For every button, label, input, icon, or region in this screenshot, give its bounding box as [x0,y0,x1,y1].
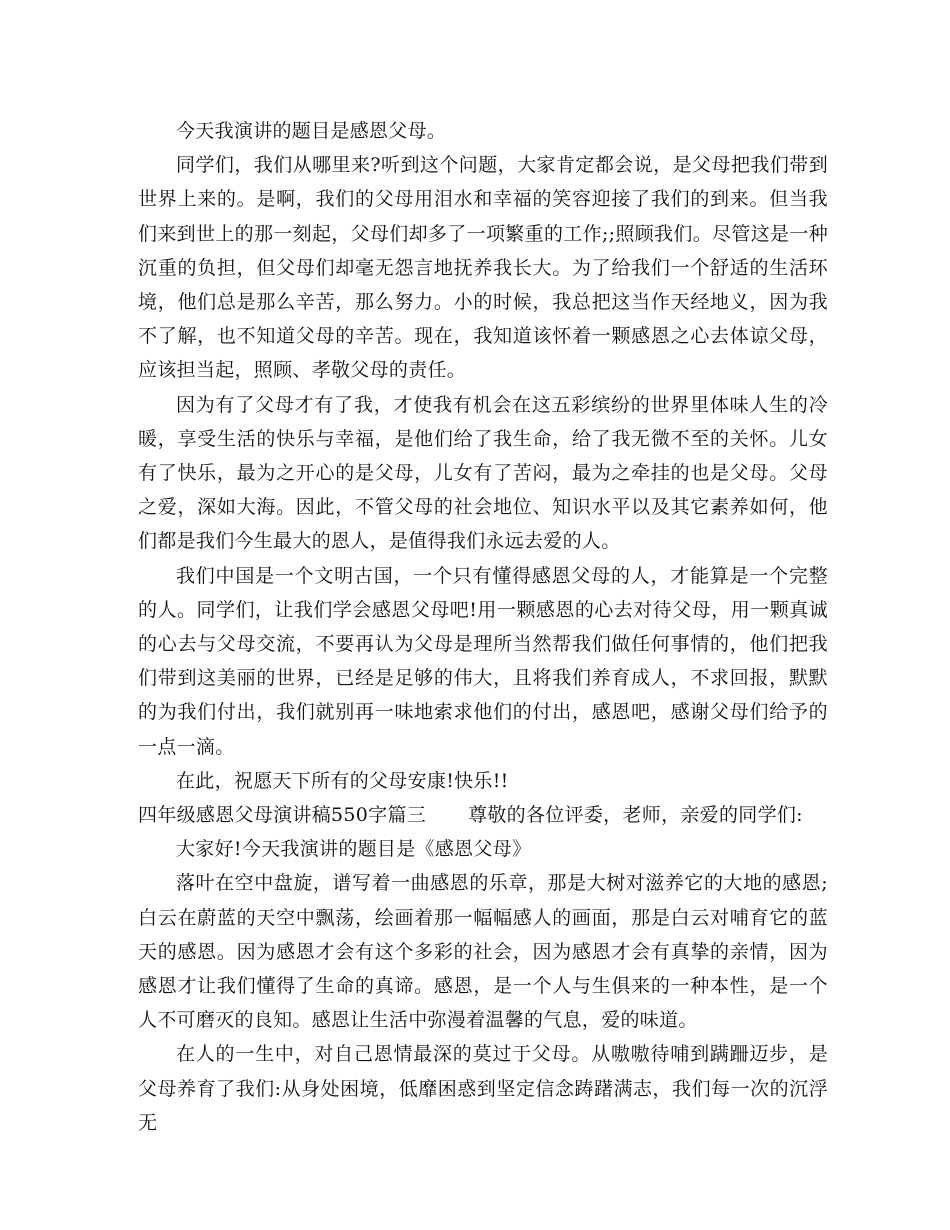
document-body [138,114,828,1140]
paragraph-7: 落叶在空中盘旋，谱写着一曲感恩的乐章，那是大树对滋养它的大地的感恩;白云在蔚蓝的天空中飘荡，绘画着那一幅幅感人的画面，那是白云对哺育它的蓝天的感恩。因为感恩才会有这个多彩的社会，因为感恩才会有真挚的亲情，因为感恩才让我们懂得了生命的真谛。感恩，是一个人与生俱来的一种本性，是一个人不可磨灭的良知。感恩让生活中弥漫着温馨的气息，爱的味道。 [138,872,828,1032]
salutation: 尊敬的各位评委，老师，亲爱的同学们: [468,804,803,827]
section-heading-line [138,798,828,832]
paragraph-6: 大家好!今天我演讲的题目是《感恩父母》 [176,838,532,861]
paragraph-1: 今天我演讲的题目是感恩父母。 [176,120,447,142]
section-title: 四年级感恩父母演讲稿550字篇三 [138,804,427,827]
paragraph-3: 因为有了父母才有了我，才使我有机会在这五彩缤纷的世界里体味人生的冷暖，享受生活的快乐与幸福，是他们给了我生命，给了我无微不至的关怀。儿女有了快乐，最为之开心的是父母，儿女有了苦闷，最为之牵挂的也是父母。父母之爱，深如大海。因此，不管父母的社会地位、知识水平以及其它素养如何，他们都是我们今生最大的恩人，是值得我们永远去爱的人。 [138,393,828,553]
paragraph-2: 同学们，我们从哪里来?听到这个问题，大家肯定都会说，是父母把我们带到世界上来的。是啊，我们的父母用泪水和幸福的笑容迎接了我们的到来。但当我们来到世上的那一刻起，父母们却多了一项繁重的工作;;照顾我们。尽管这是一种沉重的负担，但父母们却毫无怨言地抚养我长大。为了给我们一个舒适的生活环境，他们总是那么辛苦，那么努力。小的时候，我总把这当作天经地义，因为我不了解，也不知道父母的辛苦。现在，我知道该怀着一颗感恩之心去体谅父母，应该担当起，照顾、孝敬父母的责任。 [138,154,828,382]
paragraph-5: 在此，祝愿天下所有的父母安康!快乐!! [176,769,509,792]
paragraph-8: 在人的一生中，对自己恩情最深的莫过于父母。从嗷嗷待哺到蹒跚迈步，是父母养育了我们:从身处困境，低靡困惑到坚定信念踌躇满志，我们每一次的沉浮无 [138,1043,828,1134]
paragraph-4: 我们中国是一个文明古国，一个只有懂得感恩父母的人，才能算是一个完整的人。同学们，让我们学会感恩父母吧!用一颗感恩的心去对待父母，用一颗真诚的心去与父母交流，不要再认为父母是理所当然帮我们做任何事情的，他们把我们带到这美丽的世界，已经是足够的伟大，且将我们养育成人，不求回报，默默的为我们付出，我们就别再一味地索求他们的付出，感恩吧，感谢父母们给予的一点一滴。 [138,564,828,758]
